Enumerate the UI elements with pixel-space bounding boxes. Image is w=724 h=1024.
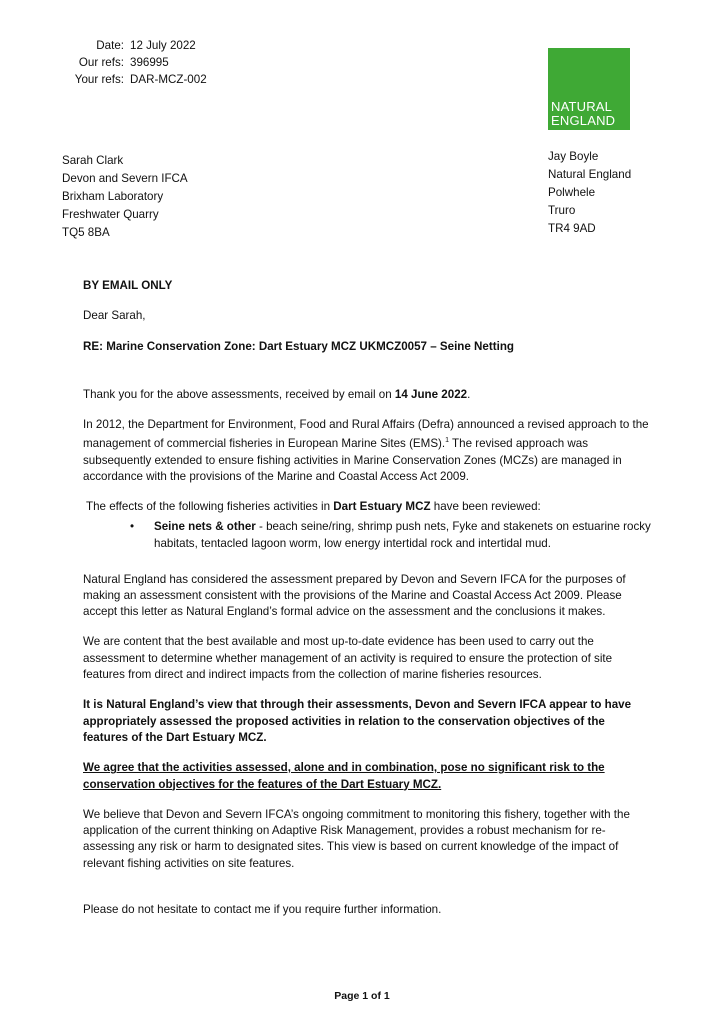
recipient-line: Devon and Severn IFCA [62, 172, 188, 185]
recipient-line: TQ5 8BA [62, 226, 110, 239]
bullet-icon: • [130, 520, 135, 533]
recipient-address [62, 152, 188, 242]
letter-body [83, 278, 653, 918]
logo-line-2: ENGLAND [551, 113, 616, 128]
sender-line: Truro [548, 204, 576, 217]
by-email-notice: BY EMAIL ONLY [83, 279, 173, 292]
paragraph-considered: Natural England has considered the assessment prepared by Devon and Severn IFCA for the purposes of making an assessment consistent with the provisions of the Marine and Coastal Access Act 2009. Please accept this letter as Natural England’s formal advice on the assessment and the conclusions it makes. [83, 572, 626, 619]
your-refs-label: Your refs: [74, 73, 124, 86]
our-refs-label: Our refs: [78, 56, 124, 69]
paragraph-evidence: We are content that the best available and most up-to-date evidence has been used to carry out the assessment to determine whether management of an activity is required to ensure the protection of site features from direct and indirect impacts from the collection of marine fisheries resources. [83, 635, 613, 682]
paragraph-acknowledgement: Thank you for the above assessments, received by email on 14 June 2022. [83, 387, 471, 401]
paragraph-view: It is Natural England’s view that through their assessments, Devon and Severn IFCA appear to have appropriately assessed the proposed activities in relation to the conservation objectives of the features of the Dart Estuary MCZ. [83, 698, 632, 744]
footnote-ref: 1 [445, 437, 450, 445]
date-value: 12 July 2022 [130, 39, 196, 52]
sender-line: Polwhele [548, 186, 596, 199]
paragraph-conclusion: We agree that the activities assessed, alone and in combination, pose no significant risk to the conservation objectives for the features of the Dart Estuary MCZ. [83, 761, 605, 791]
paragraph-defra: In 2012, the Department for Environment, Food and Rural Affairs (Defra) announced a revised approach to the management of commercial fisheries in European Marine Sites (EMS).$^1$ The revised approach was subsequently extended to ensure fishing activities in Marine Conservation Zones (MCZs) are managed in accordance with the provisions of the Marine and Coastal Access Act 2009. [83, 418, 649, 483]
page-number: Page 1 of 1 [334, 990, 390, 1002]
logo-line-1: NATURAL [551, 99, 613, 114]
paragraph-monitoring: We believe that Devon and Severn IFCA’s ongoing commitment to monitoring this fishery, together with the application of the current thinking on Adaptive Risk Management, provides a robust mechanism for re-assessing any risk or harm to designated sites. This view is based on current knowledge of the impact of relevant fishing activities on site features. [83, 807, 630, 870]
sender-line: Natural England [548, 168, 632, 181]
recipient-line: Sarah Clark [62, 154, 124, 167]
paragraph-activities: The effects of the following fisheries activities in Dart Estuary MCZ have been reviewed: [86, 500, 541, 514]
natural-england-logo [548, 48, 630, 130]
sender-line: Jay Boyle [548, 150, 599, 163]
letter-metadata [62, 37, 207, 88]
subject-line: RE: Marine Conservation Zone: Dart Estuary MCZ UKMCZ0057 – Seine Netting [83, 339, 514, 353]
date-label: Date: [96, 39, 124, 52]
received-date: 14 June 2022 [394, 387, 468, 401]
your-refs-value: DAR-MCZ-002 [130, 73, 207, 86]
sender-line: TR4 9AD [548, 222, 596, 235]
sender-address [548, 148, 631, 238]
paragraph-closing: Please do not hesitate to contact me if you require further information. [83, 902, 442, 916]
salutation: Dear Sarah, [83, 309, 146, 323]
recipient-line: Brixham Laboratory [62, 190, 164, 203]
our-refs-value: 396995 [130, 56, 169, 69]
recipient-line: Freshwater Quarry [62, 208, 159, 221]
